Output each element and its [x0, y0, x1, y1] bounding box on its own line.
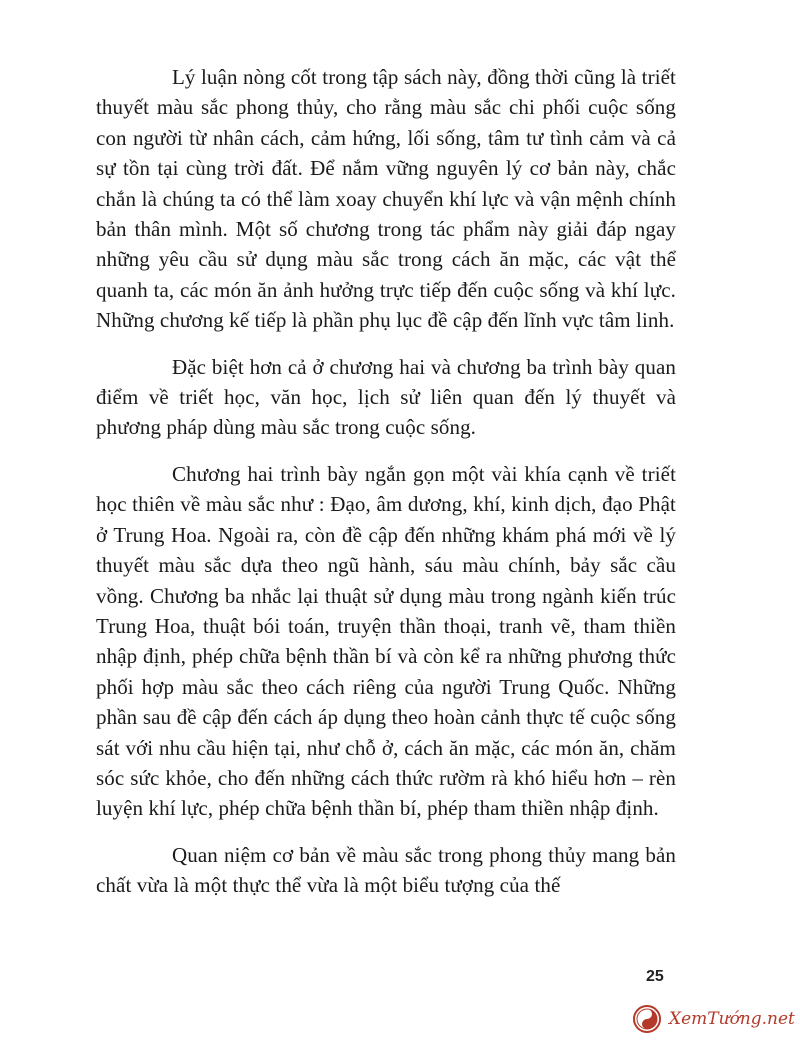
page-number: 25	[646, 968, 664, 985]
paragraph: Quan niệm cơ bản về màu sắc trong phong thủy mang bản chất vừa là một thực thể vừa là một biểu tượng của thế	[96, 842, 676, 898]
paragraph: Lý luận nòng cốt trong tập sách này, đồng thời cũng là triết thuyết màu sắc phong thủy, cho rằng màu sắc chi phối cuộc sống con người từ nhân cách, cảm hứng, lối sống, tâm tư tình cảm và cả sự tồn tại cùng trời đất. Để nắm vững nguyên lý cơ bản này, chắc chắn là chúng ta có thể làm xoay chuyển khí lực và vận mệnh chính bản thân mình. Một số chương trong tác phẩm này giải đáp ngay những yêu cầu sử dụng màu sắc trong cách ăn mặc, các vật thể quanh ta, các món ăn ảnh hưởng trực tiếp đến cuộc sống và khí lực. Những chương kế tiếp là phần phụ lục đề cập đến lĩnh vực tâm linh.	[96, 65, 676, 333]
paragraph: Chương hai trình bày ngắn gọn một vài khía cạnh về triết học thiên về màu sắc như : Đạo, âm dương, khí, kinh dịch, đạo Phật ở Trung Hoa. Ngoài ra, còn đề cập đến những khám phá mới về lý thuyết màu sắc dựa theo ngũ hành, sáu màu chính, bảy sắc cầu vồng. Chương ba nhắc lại thuật sử dụng màu trong ngành kiến trúc Trung Hoa, thuật bói toán, truyện thần thoại, tranh vẽ, tham thiền nhập định, phép chữa bệnh thần bí và còn kể ra những phương thức phối hợp màu sắc theo cách riêng của người Trung Quốc. Những phần sau đề cập đến cách áp dụng theo hoàn cảnh thực tế cuộc sống sát với nhu cầu hiện tại, như chỗ ở, cách ăn mặc, các món ăn, chăm sóc sức khỏe, cho đến những cách thức rườm rà khó hiểu hơn – rèn luyện khí lực, phép chữa bệnh thần bí, phép tham thiền nhập định.	[96, 461, 676, 821]
document-body	[96, 62, 676, 901]
yin-yang-icon	[633, 1005, 661, 1033]
site-watermark	[633, 1002, 795, 1036]
paragraph: Đặc biệt hơn cả ở chương hai và chương ba trình bày quan điểm về triết học, văn học, lịch sử liên quan đến lý thuyết và phương pháp dùng màu sắc trong cuộc sống.	[96, 354, 676, 440]
watermark-text: XemTướng.net	[669, 1009, 795, 1029]
